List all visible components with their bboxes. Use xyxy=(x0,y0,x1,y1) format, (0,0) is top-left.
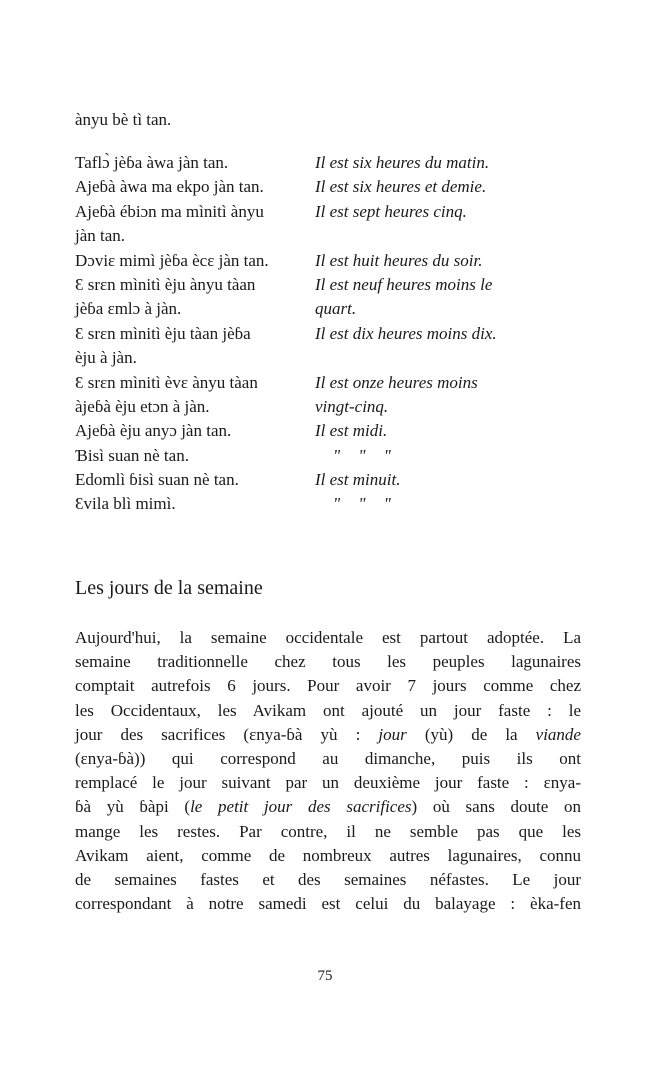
table-row xyxy=(75,322,575,346)
paragraph-line: Avikam aient, comme de nombreux autres lagunaires, connu xyxy=(75,845,581,865)
avikam-phrase: Ajeɓà èju anyɔ jàn tan. xyxy=(75,421,232,441)
text: (yù) de la xyxy=(406,724,536,744)
table-row xyxy=(75,492,575,516)
french-translation: Il est onze heures moins xyxy=(315,372,478,392)
french-translation: Il est minuit. xyxy=(315,470,401,490)
table-row xyxy=(75,395,575,419)
paragraph-line: de semaines fastes et des semaines néfastes. Le jour xyxy=(75,869,581,889)
french-translation: Il est sept heures cinq. xyxy=(315,201,467,221)
paragraph-line xyxy=(75,795,581,819)
paragraph-line: les Occidentaux, les Avikam ont ajouté un jour faste : le xyxy=(75,700,581,720)
avikam-phrase: jèɓa ɛmlɔ à jàn. xyxy=(75,299,182,319)
french-translation: quart. xyxy=(315,299,357,319)
paragraph-line: semaine traditionnelle chez tous les peuples lagunaires xyxy=(75,652,581,672)
avikam-phrase: Ajeɓà ébiɔn ma mìnitì ànyu xyxy=(75,201,264,221)
paragraph-line: (ɛnya-ɓà)) qui correspond au dimanche, puis ils ont xyxy=(75,748,581,768)
table-row xyxy=(75,200,575,224)
avikam-phrase: Edomlì ɓisì suan nè tan. xyxy=(75,470,239,490)
avikam-phrase: Ɛvila blì mimì. xyxy=(75,494,176,514)
table-row xyxy=(75,224,575,248)
paragraph-line: Aujourd'hui, la semaine occidentale est partout adoptée. La xyxy=(75,628,581,647)
table-row xyxy=(75,297,575,321)
table-row xyxy=(75,346,575,370)
time-expressions-table xyxy=(75,151,575,517)
text: ɓà yù ɓàpi ( xyxy=(75,797,191,817)
avikam-phrase: Dɔviɛ mimì jèɓa ècɛ jàn tan. xyxy=(75,250,269,270)
french-translation: " " " xyxy=(333,494,391,514)
table-row xyxy=(75,468,575,492)
text: ) où sans doute on xyxy=(411,797,581,817)
avikam-phrase: èju à jàn. xyxy=(75,348,137,368)
italic-term: viande xyxy=(535,724,581,744)
italic-term: le petit jour des sacrifices xyxy=(190,797,412,817)
french-translation: vingt-cinq. xyxy=(315,396,389,416)
table-row xyxy=(75,151,575,175)
page-number: 75 xyxy=(317,968,333,984)
paragraph-line: correspondant à notre samedi est celui du balayage : èka-fen xyxy=(75,894,581,914)
table-row xyxy=(75,444,575,468)
intro-line: ànyu bè tì tan. xyxy=(75,110,172,129)
table-row xyxy=(75,249,575,273)
french-translation: Il est midi. xyxy=(315,421,388,441)
avikam-phrase: Ajeɓà àwa ma ekpo jàn tan. xyxy=(75,177,264,197)
french-translation: Il est six heures du matin. xyxy=(315,153,490,172)
avikam-phrase: Ɛ srɛn mìnitì èju ànyu tàan xyxy=(75,274,256,294)
section-heading: Les jours de la semaine xyxy=(75,577,263,599)
french-translation: Il est huit heures du soir. xyxy=(315,250,483,270)
paragraph-line xyxy=(75,723,581,747)
paragraph-line: mange les restes. Par contre, il ne semble pas que les xyxy=(75,821,581,841)
italic-term: jour xyxy=(378,724,407,744)
avikam-phrase: Ɓisì suan nè tan. xyxy=(75,445,189,465)
table-row xyxy=(75,175,575,199)
avikam-phrase: jàn tan. xyxy=(75,226,126,246)
table-row xyxy=(75,419,575,443)
avikam-phrase: Ɛ srɛn mìnitì èju tàan jèɓa xyxy=(75,323,251,343)
french-translation: Il est neuf heures moins le xyxy=(315,274,493,294)
table-row xyxy=(75,273,575,297)
paragraph-line: remplacé le jour suivant par un deuxième jour faste : ɛnya- xyxy=(75,773,581,793)
body-paragraph xyxy=(75,626,581,916)
avikam-phrase: Taflɔ̀ jèɓa àwa jàn tan. xyxy=(75,153,229,172)
avikam-phrase: Ɛ srɛn mìnitì èvɛ ànyu tàan xyxy=(75,372,258,392)
french-translation: Il est dix heures moins dix. xyxy=(315,323,497,343)
table-row xyxy=(75,371,575,395)
french-translation: Il est six heures et demie. xyxy=(315,177,487,197)
paragraph-line: comptait autrefois 6 jours. Pour avoir 7 jours comme chez xyxy=(75,676,581,696)
french-translation: " " " xyxy=(333,445,391,465)
text: jour des sacrifices (ɛnya-ɓà yù : xyxy=(75,724,379,744)
avikam-phrase: àjeɓà èju etɔn à jàn. xyxy=(75,396,210,416)
